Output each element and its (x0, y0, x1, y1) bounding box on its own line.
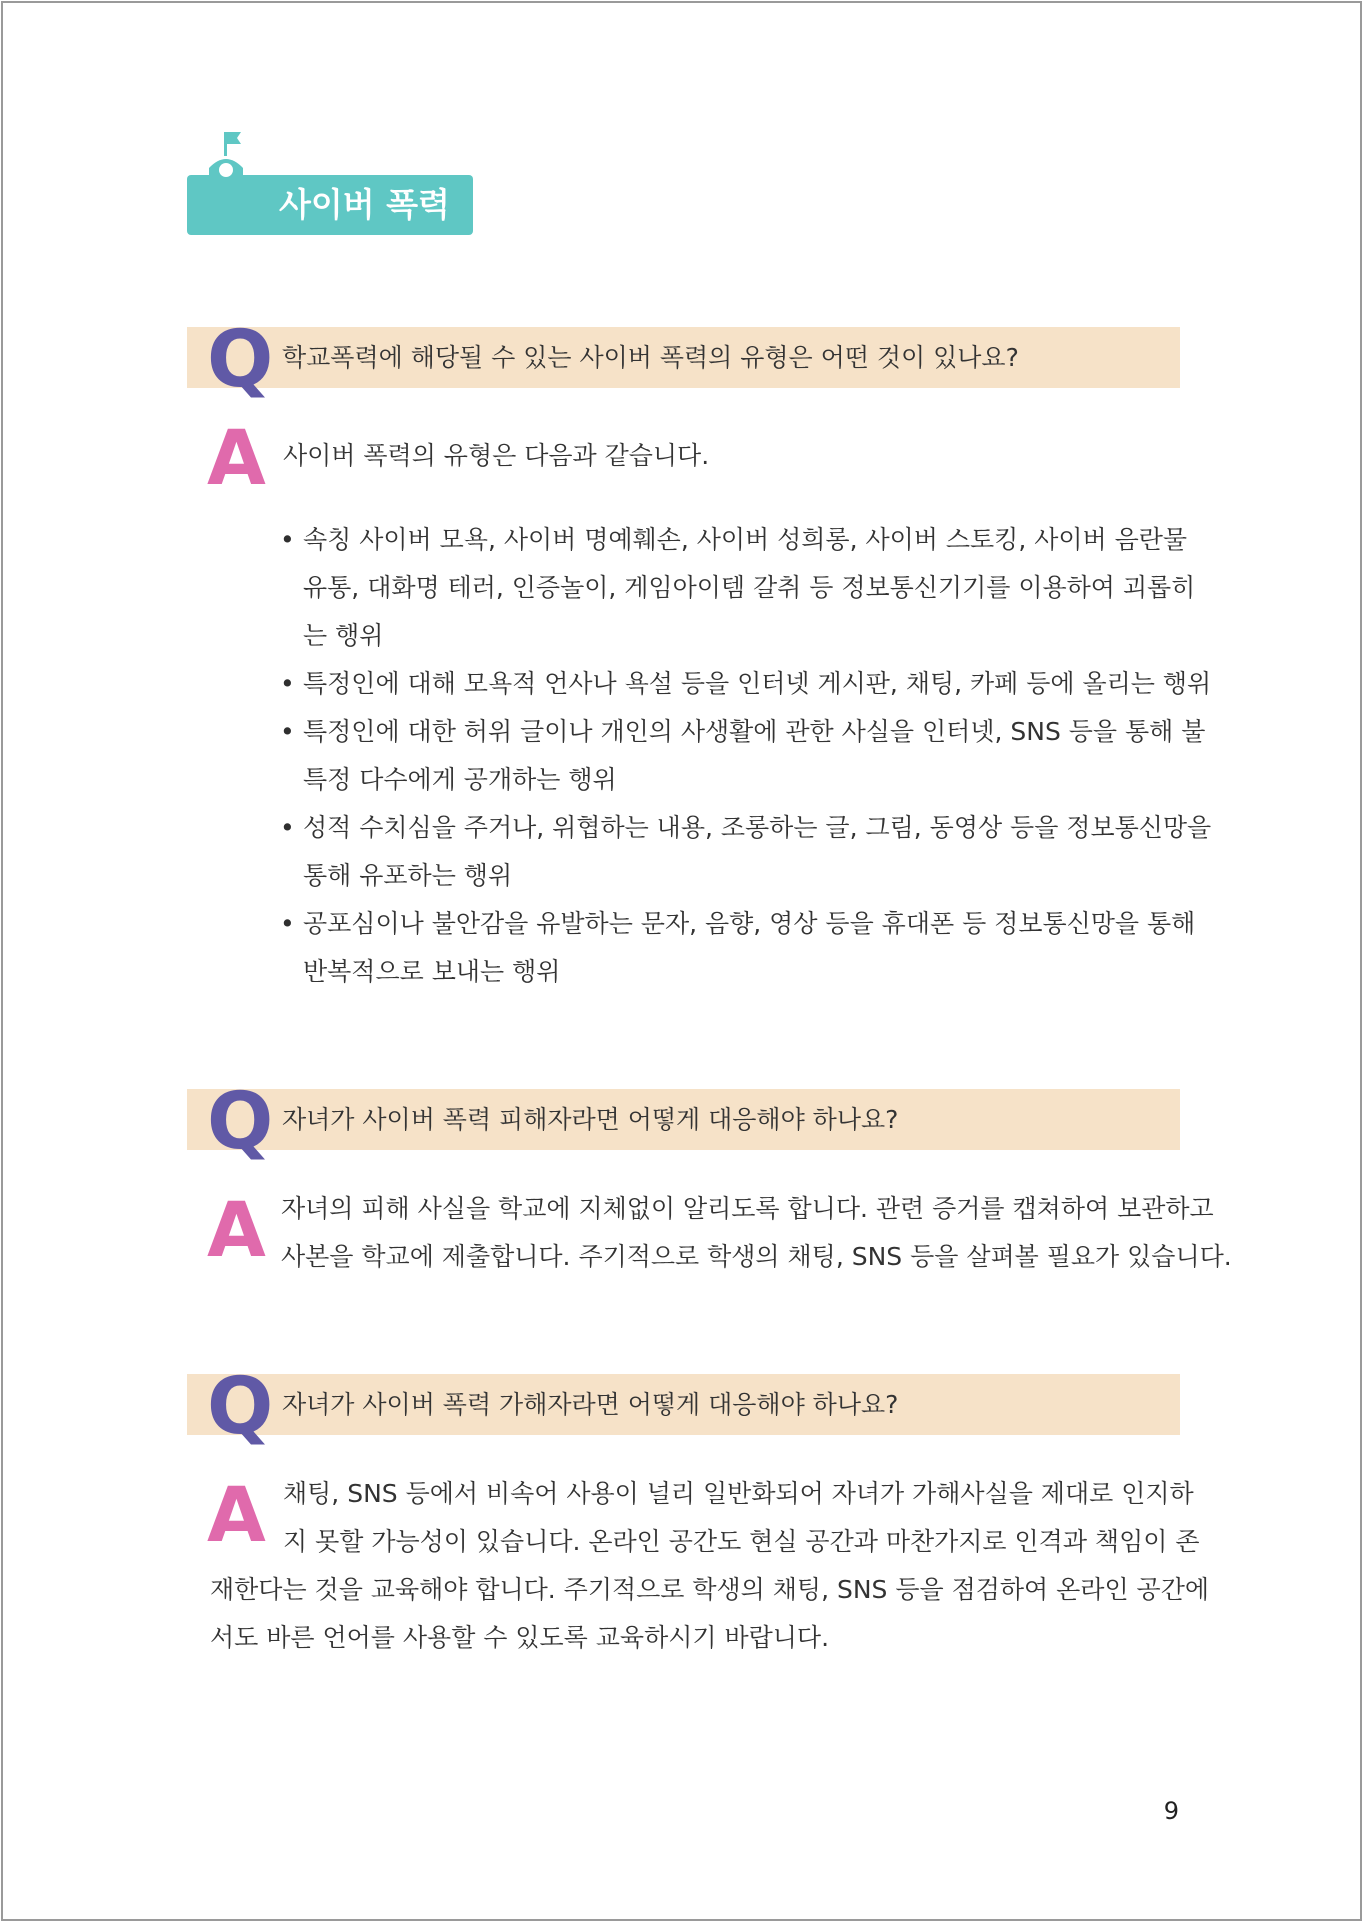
list-item (278, 808, 1212, 904)
list-item-line: 특정 다수에게 공개하는 행위 (303, 765, 617, 794)
q-letter-icon: Q (207, 1077, 274, 1167)
bullet-icon: • (280, 717, 295, 746)
section-header-badge (187, 175, 473, 235)
q-letter-icon: Q (207, 1362, 274, 1452)
a-letter-icon: A (207, 1185, 266, 1274)
page-number: 9 (1163, 1797, 1179, 1825)
a-letter-icon: A (207, 1470, 266, 1559)
list-item-line: 는 행위 (303, 621, 384, 650)
bullet-icon: • (280, 669, 295, 698)
answer-line: 재한다는 것을 교육해야 합니다. 주기적으로 학생의 채팅, SNS 등을 점검하여 온라인 공간에 (210, 1575, 1210, 1604)
list-item-line: 통해 유포하는 행위 (303, 861, 513, 890)
cyber-violence-types-list (278, 520, 1212, 1000)
answer-intro-1: 사이버 폭력의 유형은 다음과 같습니다. (283, 441, 710, 470)
bullet-icon: • (280, 525, 295, 554)
section-title: 사이버 폭력 (279, 185, 450, 224)
list-item-line: 공포심이나 불안감을 유발하는 문자, 음향, 영상 등을 휴대폰 등 정보통신망을 통해 (303, 909, 1196, 938)
list-item (278, 520, 1196, 664)
a-letter-icon: A (207, 413, 266, 502)
answer-line: 자녀의 피해 사실을 학교에 지체없이 알리도록 합니다. 관련 증거를 캡쳐하여 보관하고 (281, 1194, 1214, 1223)
list-item-line: 성적 수치심을 주거나, 위협하는 내용, 조롱하는 글, 그림, 동영상 등을 정보통신망을 (303, 813, 1212, 842)
q-letter-icon: Q (207, 315, 274, 405)
school-flag-icon (207, 130, 247, 190)
answer-line: 지 못할 가능성이 있습니다. 온라인 공간도 현실 공간과 마찬가지로 인격과 책임이 존 (283, 1527, 1200, 1556)
answer-paragraph-3a (283, 1474, 1199, 1570)
question-bar-1 (187, 315, 1180, 405)
list-item (278, 664, 1212, 712)
question-text-1: 학교폭력에 해당될 수 있는 사이버 폭력의 유형은 어떤 것이 있나요? (282, 343, 1019, 372)
bullet-icon: • (280, 909, 295, 938)
answer-paragraph-3b (210, 1570, 1209, 1666)
question-bar-2 (187, 1077, 1180, 1167)
list-item (278, 904, 1196, 1000)
list-item-line: 특정인에 대해 모욕적 언사나 욕설 등을 인터넷 게시판, 채팅, 카페 등에 올리는 행위 (303, 669, 1212, 698)
question-text-2: 자녀가 사이버 폭력 피해자라면 어떻게 대응해야 하나요? (282, 1105, 899, 1134)
answer-line: 사본을 학교에 제출합니다. 주기적으로 학생의 채팅, SNS 등을 살펴볼 필요가 있습니다. (281, 1242, 1232, 1271)
question-text-3: 자녀가 사이버 폭력 가해자라면 어떻게 대응해야 하나요? (282, 1390, 899, 1419)
answer-line: 채팅, SNS 등에서 비속어 사용이 널리 일반화되어 자녀가 가해사실을 제대로 인지하 (283, 1479, 1194, 1508)
list-item-line: 속칭 사이버 모욕, 사이버 명예훼손, 사이버 성희롱, 사이버 스토킹, 사이버 음란물 (303, 525, 1188, 554)
answer-line: 서도 바른 언어를 사용할 수 있도록 교육하시기 바랍니다. (210, 1623, 830, 1652)
question-bar-3 (187, 1362, 1180, 1452)
list-item-line: 유통, 대화명 테러, 인증놀이, 게임아이템 갈취 등 정보통신기기를 이용하여 괴롭히 (303, 573, 1196, 602)
list-item (278, 712, 1206, 808)
answer-paragraph-2 (281, 1189, 1232, 1285)
list-item-line: 반복적으로 보내는 행위 (303, 957, 561, 986)
bullet-icon: • (280, 813, 295, 842)
list-item-line: 특정인에 대한 허위 글이나 개인의 사생활에 관한 사실을 인터넷, SNS 등을 통해 불 (303, 717, 1206, 746)
